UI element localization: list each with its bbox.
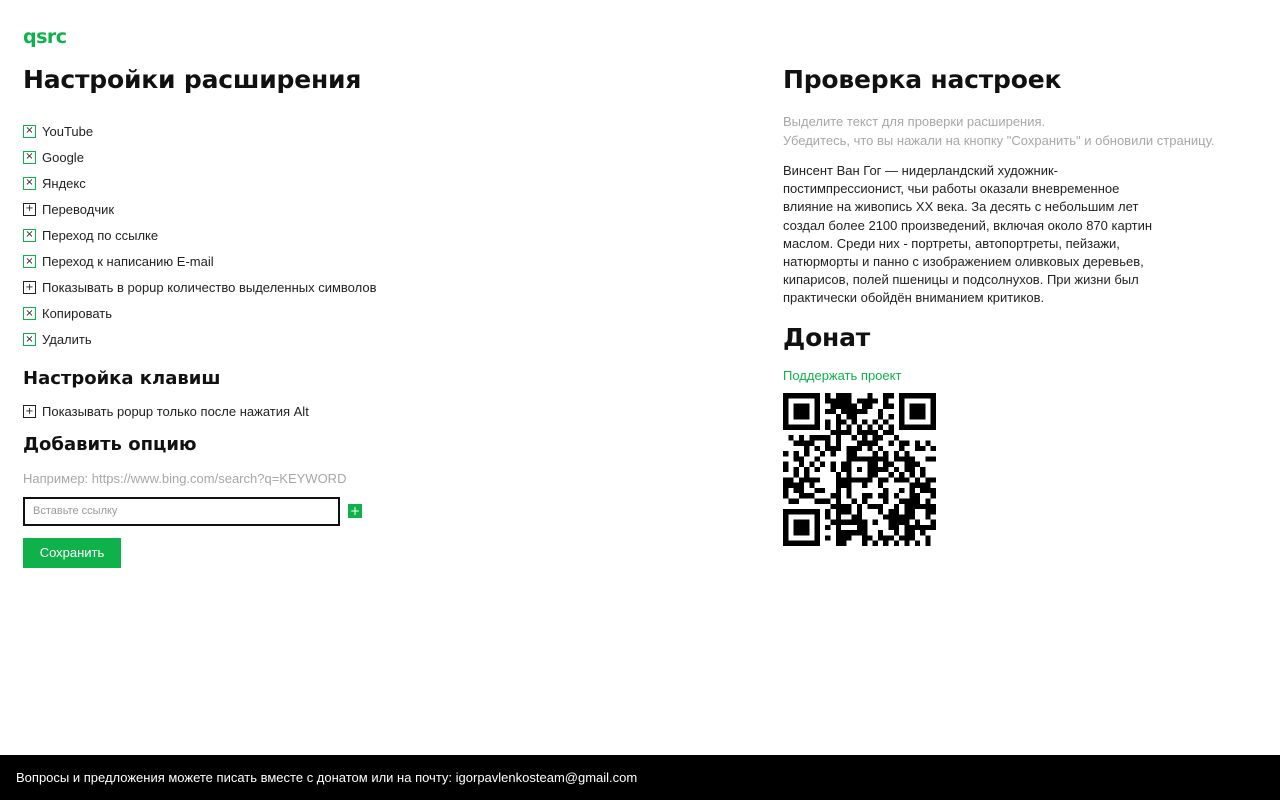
unchecked-box-icon[interactable]: +: [23, 203, 36, 216]
settings-options-list: [23, 118, 723, 353]
option-char-count[interactable]: [23, 275, 723, 301]
option-email[interactable]: [23, 248, 723, 274]
option-google[interactable]: [23, 144, 723, 170]
option-delete[interactable]: [23, 327, 723, 353]
option-translator[interactable]: [23, 196, 723, 222]
option-label: Переводчик: [42, 201, 115, 217]
option-label: YouTube: [42, 123, 94, 139]
add-option-example: Например: https://www.bing.com/search?q=KEYWORD: [23, 470, 347, 486]
link-input[interactable]: [23, 497, 340, 526]
keys-title: Настройка клавиш: [23, 367, 221, 389]
save-button[interactable]: Сохранить: [23, 538, 121, 568]
unchecked-box-icon[interactable]: +: [23, 405, 36, 418]
settings-panel: [23, 64, 723, 568]
footer: [0, 755, 1280, 800]
option-label: Переход по ссылке: [42, 227, 159, 243]
option-yandex[interactable]: [23, 170, 723, 196]
settings-title: Настройки расширения: [23, 65, 362, 94]
check-hint: [783, 112, 1263, 150]
check-hint-line-1: Выделите текст для проверки расширения.: [783, 114, 1046, 129]
qr-code-icon: [783, 385, 1263, 551]
option-label: Google: [42, 149, 84, 165]
donate-link[interactable]: Поддержать проект: [783, 367, 902, 383]
add-option-row: [23, 497, 723, 526]
option-alt-popup[interactable]: [23, 399, 723, 425]
app-logo: qsrc: [23, 26, 67, 48]
footer-contact-text: Вопросы и предложения можете писать вместе с донатом или на почту: igorpavlenkosteam@gmail.com: [16, 770, 638, 785]
check-hint-line-2: Убедитесь, что вы нажали на кнопку "Сохранить" и обновили страницу.: [783, 133, 1215, 148]
unchecked-box-icon[interactable]: +: [23, 281, 36, 294]
checked-box-icon[interactable]: ×: [23, 307, 36, 320]
checked-box-icon[interactable]: ×: [23, 125, 36, 138]
donate-title: Донат: [783, 322, 871, 352]
option-label: Копировать: [42, 306, 112, 322]
checked-box-icon[interactable]: ×: [23, 151, 36, 164]
option-label: Показывать в popup количество выделенных символов: [42, 280, 377, 296]
option-youtube[interactable]: [23, 118, 723, 144]
keys-options-list: [23, 399, 723, 425]
add-option-button[interactable]: +: [349, 504, 361, 519]
check-title: Проверка настроек: [783, 65, 1062, 94]
checked-box-icon[interactable]: ×: [23, 333, 36, 346]
option-label: Яндекс: [42, 175, 86, 191]
checked-box-icon[interactable]: ×: [23, 229, 36, 242]
option-label: Удалить: [42, 332, 92, 348]
option-follow-link[interactable]: [23, 222, 723, 248]
qr-code-graphic: [783, 393, 936, 546]
option-label: Показывать popup только после нажатия Alt: [42, 404, 309, 420]
checked-box-icon[interactable]: ×: [23, 255, 36, 268]
checked-box-icon[interactable]: ×: [23, 177, 36, 190]
check-panel: [783, 64, 1263, 551]
option-copy[interactable]: [23, 301, 723, 327]
add-option-title: Добавить опцию: [23, 433, 197, 455]
option-label: Переход к написанию E-mail: [42, 254, 214, 270]
sample-text[interactable]: Винсент Ван Гог — нидерландский художник-постимпрессионист, чьи работы оказали вневременное влияние на живопись XX века. За десять с небольшим лет создал более 2100 произведений, включая около 870 картин маслом. Среди них - портреты, автопортреты, пейзажи, натюрморты и панно с изображением оливковых деревьев, кипарисов, полей пшеницы и подсолнухов. При жизни был практически обойдён вниманием критиков.: [783, 163, 1153, 306]
